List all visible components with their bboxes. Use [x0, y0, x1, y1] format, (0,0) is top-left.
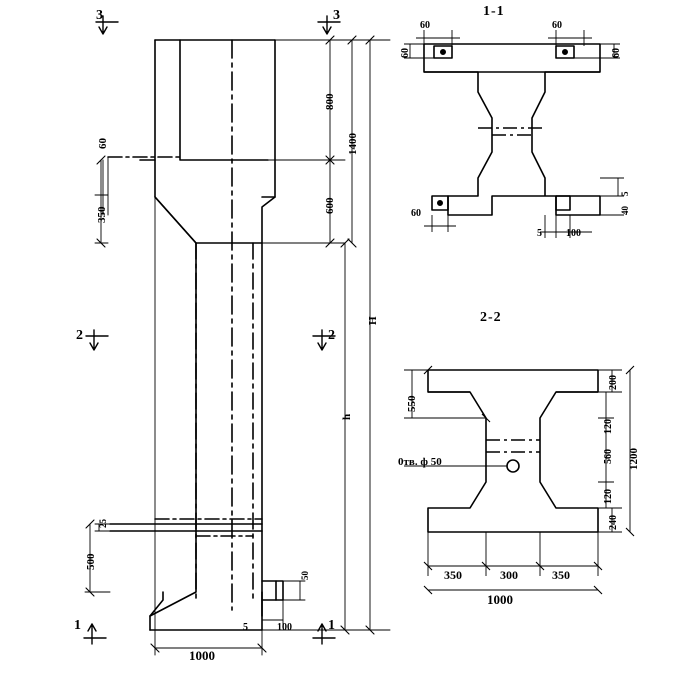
elevation-right-outline	[262, 40, 275, 630]
dim-100-bottom-label: 100	[277, 622, 292, 633]
mark-2-left-label: 2	[76, 328, 84, 343]
s22-dim-120u-label: 120	[603, 419, 614, 434]
dim-350-label: 350	[96, 206, 108, 223]
dim-1400-label: 1400	[347, 133, 359, 155]
mark3-right-arrow	[323, 16, 331, 34]
dim-5-bottom-label: 5	[243, 622, 248, 633]
s22-dim-240-label: 240	[608, 515, 619, 530]
s22-hole	[507, 460, 519, 472]
s11-dim-60-vert-left-label: 60	[400, 48, 411, 58]
section-1-1-outline	[424, 44, 600, 215]
elevation-bottom-bracket	[262, 581, 283, 600]
mark2-right-arrow	[318, 330, 326, 350]
mark-2-right-label: 2	[328, 328, 336, 343]
dim-width-1000-label: 1000	[189, 648, 215, 663]
elevation-head-inner	[180, 40, 268, 160]
s22-dim-550-label: 550	[406, 395, 418, 412]
s22-dim-300-label: 300	[500, 568, 518, 582]
mark-3-left-label: 3	[96, 8, 104, 23]
s22-dim-1200-label: 1200	[628, 448, 640, 470]
dim-25-label: 25	[98, 519, 108, 528]
elevation-left-shoulder	[155, 197, 196, 243]
s11-dim-60-right-label: 60	[552, 20, 562, 31]
section-1-1-title: 1-1	[483, 4, 505, 19]
dim-600-label: 600	[324, 197, 336, 214]
mark-1-left-label: 1	[74, 618, 82, 633]
s11-dim-100-bottom-label: 100	[566, 228, 581, 239]
s22-dim-120u	[598, 392, 614, 418]
dim-800-label: 800	[324, 93, 336, 110]
mark1-left-arrow	[88, 624, 96, 644]
dim-50-bottom-label: 50	[300, 571, 310, 580]
s11-dim-60-bottom	[424, 215, 456, 232]
s11-dim-60-bottom-label: 60	[411, 208, 421, 219]
s22-dim-350-right-label: 350	[552, 568, 570, 582]
s11-dim-5-right-label: 5	[620, 191, 630, 196]
s11-dim-5-bottom-label: 5	[537, 228, 542, 239]
s22-dim-560-label: 560	[603, 449, 614, 464]
s22-dim-200-label: 200	[608, 375, 619, 390]
mark1-right-arrow	[318, 624, 326, 644]
s22-hole-note: 0тв. ф 50	[398, 456, 442, 468]
mark-3-right-label: 3	[333, 8, 341, 23]
s11-anchor-right	[563, 50, 567, 54]
mark-1-right-label: 1	[328, 618, 336, 633]
s11-plate-bottom-right	[556, 196, 570, 210]
s22-dim-350-left-label: 350	[444, 568, 462, 582]
s11-dim-60-left-label: 60	[420, 20, 430, 31]
s22-dim-120l-label: 120	[603, 489, 614, 504]
dim-H-label: H	[367, 316, 379, 325]
s11-anchor-left	[441, 50, 445, 54]
elevation-left-outline	[150, 40, 196, 630]
s11-anchor-bottom	[438, 201, 442, 205]
s22-dim-1000-label: 1000	[487, 592, 513, 607]
s11-dim-40-right-label: 40	[620, 206, 630, 215]
section-2-2-title: 2-2	[480, 310, 502, 325]
dim-h-label: h	[341, 413, 353, 420]
s22-tick-550	[424, 366, 490, 422]
mark2-left-arrow	[90, 330, 98, 350]
s11-dim-60-vert-right-label: 60	[611, 48, 622, 58]
dim-500-label: 500	[85, 553, 97, 570]
dim-60-topleft-label: 60	[97, 138, 109, 149]
section-2-2-outline	[428, 370, 598, 532]
